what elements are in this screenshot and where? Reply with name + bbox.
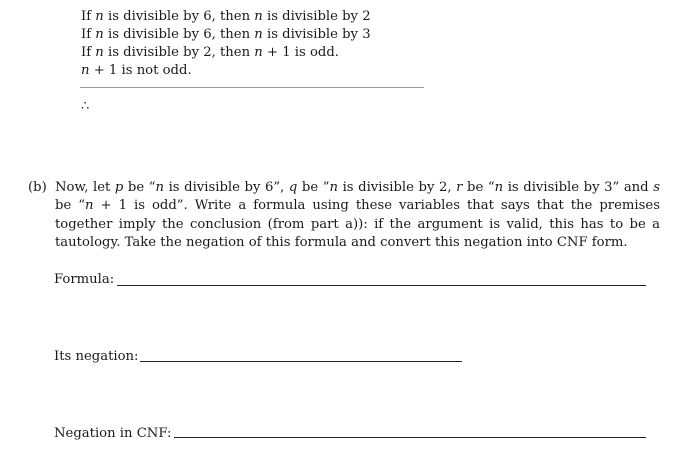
part-b-label: (b) — [28, 180, 47, 195]
formula-answer-line[interactable] — [117, 285, 646, 286]
cnf-answer-line[interactable] — [174, 437, 646, 438]
part-b-question — [28, 179, 660, 252]
argument-divider — [80, 87, 424, 88]
therefore-symbol: ∴ — [81, 99, 90, 114]
part-b-text: Now, let p be “n is divisible by 6”, q be ”n is divisible by 2, r be “n is divisible by 3” and s be “n + 1 is odd”. Write a formula using these variables that says that the premises together imply the conclusion (from part a)): if the argument is valid, this has to be a tautology. Take the negation of this formula and convert this negation into CNF form. — [55, 180, 660, 250]
premise-4: n + 1 is not odd. — [81, 63, 192, 78]
premise-2: If n is divisible by 6, then n is divisible by 3 — [81, 27, 371, 42]
negation-label: Its negation: — [54, 349, 139, 364]
negation-answer-line[interactable] — [140, 361, 462, 362]
cnf-label: Negation in CNF: — [54, 426, 172, 441]
formula-label: Formula: — [54, 272, 115, 287]
premise-3: If n is divisible by 2, then n + 1 is odd. — [81, 45, 339, 60]
premise-1: If n is divisible by 6, then n is divisible by 2 — [81, 9, 371, 24]
